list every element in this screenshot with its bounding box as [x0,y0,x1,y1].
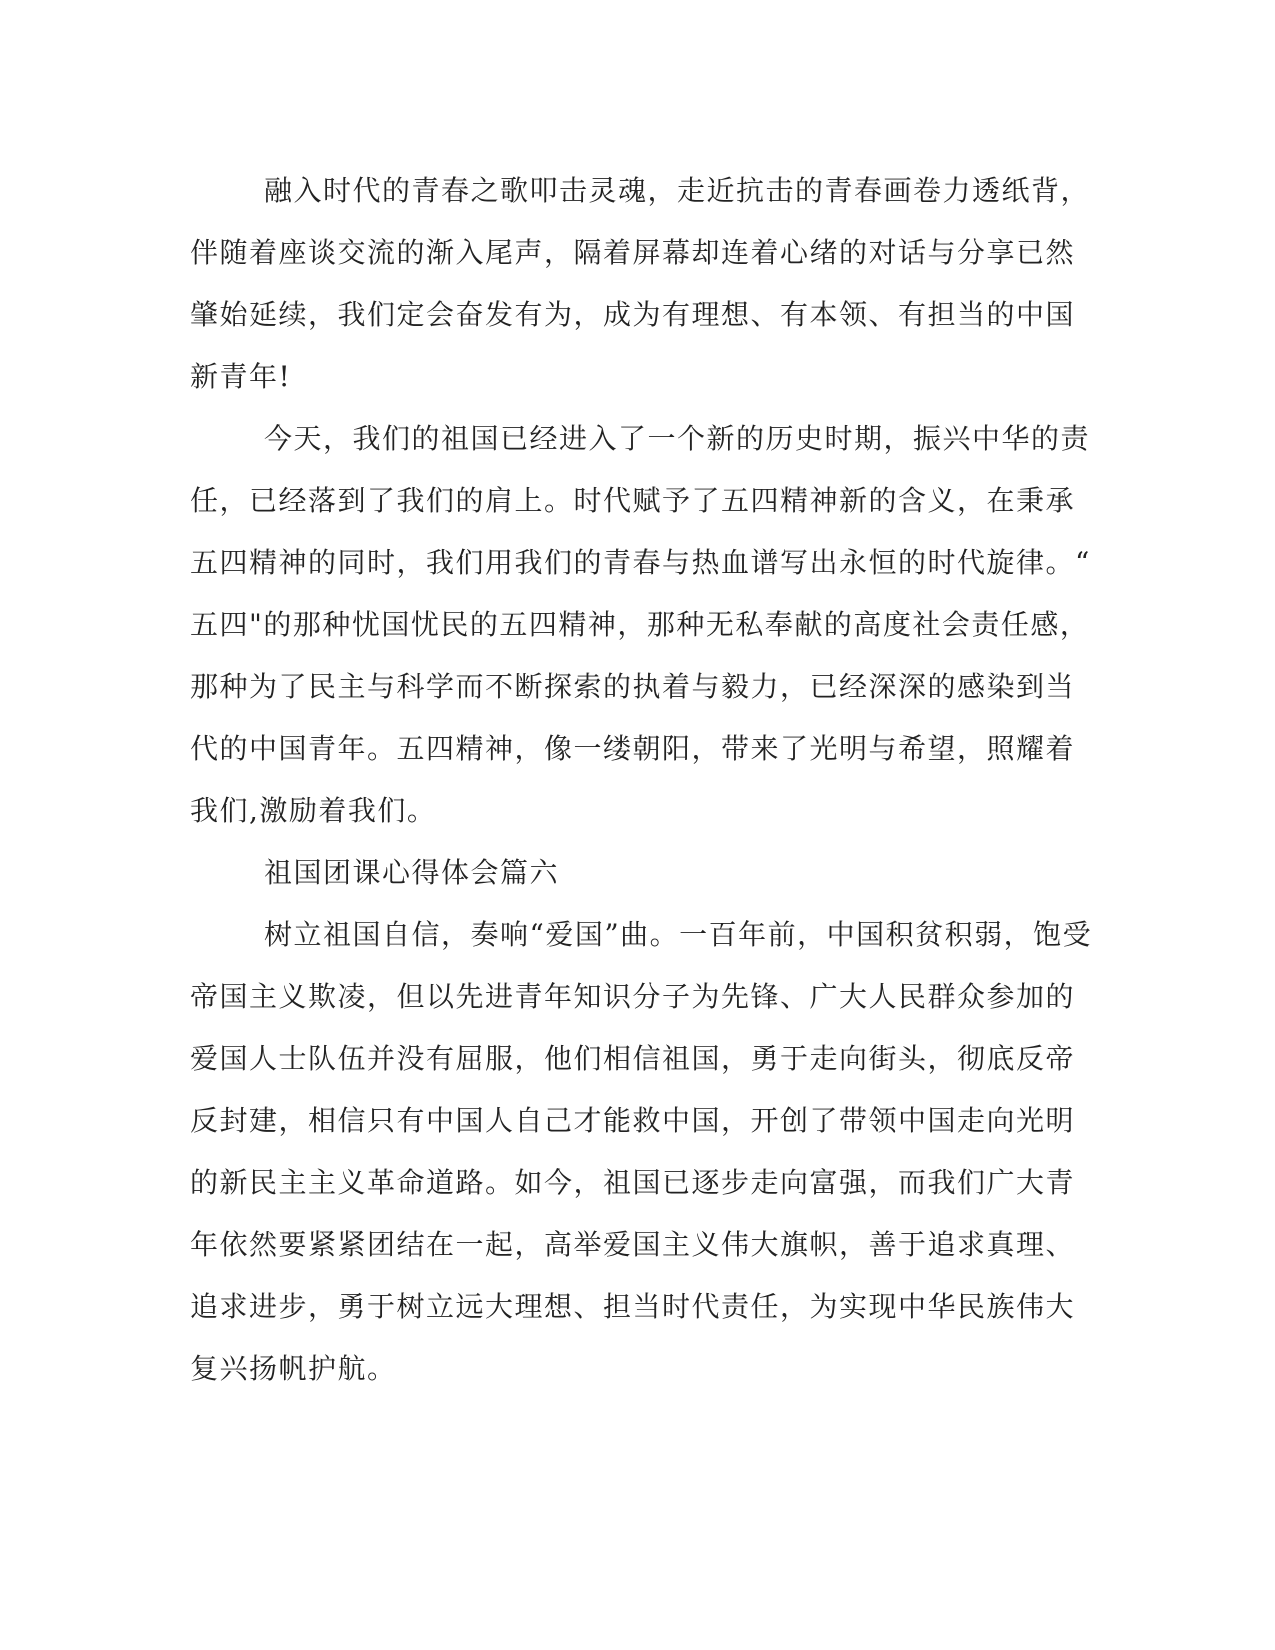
text-line: 那种为了民主与科学而不断探索的执着与毅力，已经深深的感染到当 [190,670,1076,703]
text-line: 复兴扬帆护航。 [190,1352,397,1385]
document-body [190,160,1093,1400]
text-line: 年依然要紧紧团结在一起，高举爱国主义伟大旗帜，善于追求真理、 [190,1228,1076,1261]
text-line: 肇始延续，我们定会奋发有为，成为有理想、有本领、有担当的中国 [190,298,1076,331]
section-title: 祖国团课心得体会篇六 [264,856,560,889]
section-heading [190,842,1070,904]
text-line: 代的中国青年。五四精神，像一缕朝阳，带来了光明与希望，照耀着 [190,732,1076,765]
text-line: 融入时代的青春之歌叩击灵魂，走近抗击的青春画卷力透纸背， [264,174,1091,207]
text-line: 五四精神的同时，我们用我们的青春与热血谱写出永恒的时代旋律。“ [190,546,1091,579]
text-line: 今天，我们的祖国已经进入了一个新的历史时期，振兴中华的责 [264,422,1091,455]
text-line: 追求进步，勇于树立远大理想、担当时代责任，为实现中华民族伟大 [190,1290,1076,1323]
text-line: 我们,激励着我们。 [190,794,437,827]
text-line: 帝国主义欺凌，但以先进青年知识分子为先锋、广大人民群众参加的 [190,980,1076,1013]
paragraph-1 [190,160,1091,408]
text-line: 反封建，相信只有中国人自己才能救中国，开创了带领中国走向光明 [190,1104,1076,1137]
text-line: 的新民主主义革命道路。如今，祖国已逐步走向富强，而我们广大青 [190,1166,1076,1199]
paragraph-2 [190,408,1091,842]
text-line: 伴随着座谈交流的渐入尾声，隔着屏幕却连着心绪的对话与分享已然 [190,236,1076,269]
paragraph-3 [190,904,1093,1400]
text-line: 五四"的那种忧国忧民的五四精神，那种无私奉献的高度社会责任感， [190,608,1090,641]
text-line: 爱国人士队伍并没有屈服，他们相信祖国，勇于走向街头，彻底反帝 [190,1042,1076,1075]
text-line: 任，已经落到了我们的肩上。时代赋予了五四精神新的含义，在秉承 [190,484,1076,517]
text-line: 树立祖国自信，奏响“爱国”曲。一百年前，中国积贫积弱，饱受 [264,918,1093,951]
text-line: 新青年! [190,360,292,393]
